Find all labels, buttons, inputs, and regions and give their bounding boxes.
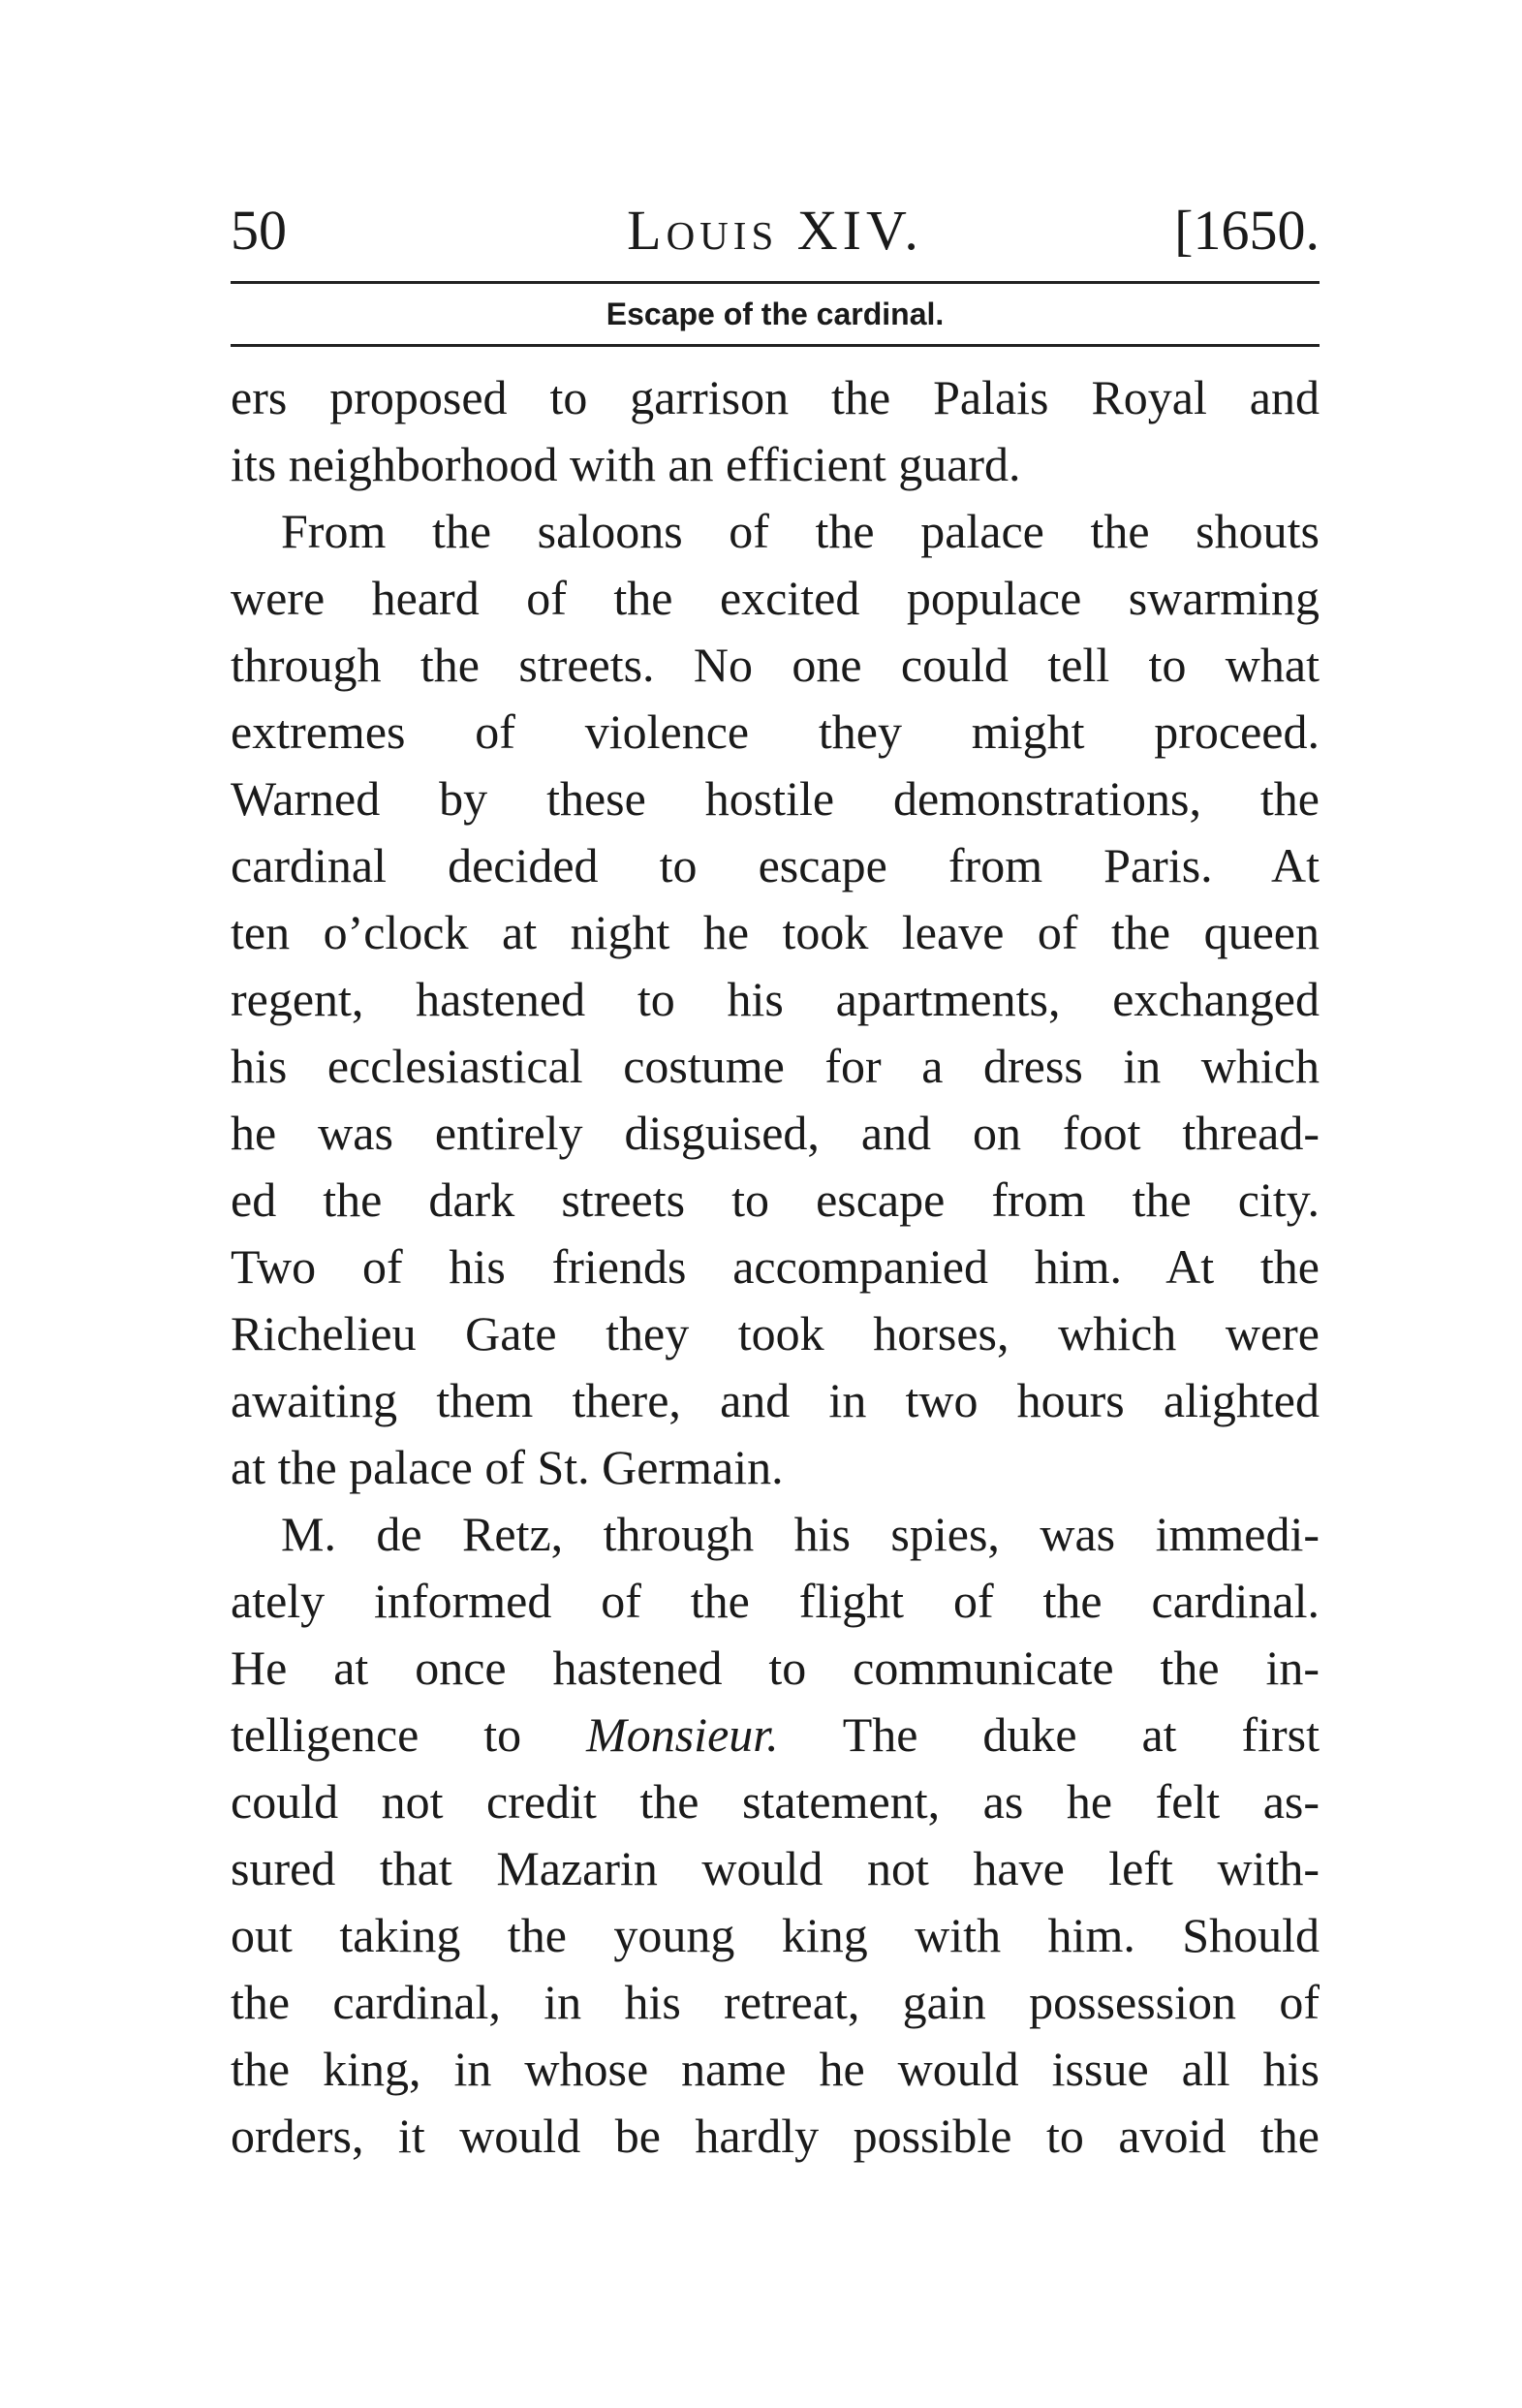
text-line: regent, hastened to his apartments, exchanged	[231, 972, 1320, 1026]
text-line: through the streets. No one could tell to what	[231, 638, 1320, 692]
text-line-with-emphasis	[231, 1702, 1320, 1768]
year-marker: [1650.	[1174, 199, 1320, 262]
text-line: From the saloons of the palace the shouts	[281, 504, 1320, 558]
book-page	[231, 0, 1320, 2408]
text-line: awaiting them there, and in two hours alighted	[231, 1373, 1320, 1427]
text-line: Two of his friends accompanied him. At the	[231, 1239, 1320, 1294]
header-rule-bottom	[231, 344, 1320, 347]
text-line: ately informed of the flight of the cardinal.	[231, 1574, 1320, 1628]
page-number: 50	[231, 199, 287, 262]
text-line: ten o’clock at night he took leave of the queen	[231, 905, 1320, 959]
book-title: Louis XIV.	[627, 199, 923, 262]
text-line: could not credit the statement, as he felt as-	[231, 1774, 1320, 1829]
text-line: Richelieu Gate they took horses, which were	[231, 1306, 1320, 1360]
header-rule-top	[231, 281, 1320, 284]
text-line: orders, it would be hardly possible to avoid the	[231, 2109, 1320, 2163]
text-line: he was entirely disguised, and on foot thread-	[231, 1106, 1320, 1160]
text-line: He at once hastened to communicate the in-	[231, 1641, 1320, 1695]
text-line: at the palace of St. Germain.	[231, 1440, 784, 1494]
text-line: the cardinal, in his retreat, gain possession of	[231, 1975, 1320, 2029]
text-segment: The duke at first	[842, 1707, 1320, 1762]
text-line: Warned by these hostile demonstrations, the	[231, 771, 1320, 826]
text-line: extremes of violence they might proceed.	[231, 704, 1320, 759]
text-line: were heard of the excited populace swarming	[231, 571, 1320, 625]
text-line: ed the dark streets to escape from the city.	[231, 1173, 1320, 1227]
text-line: sured that Mazarin would not have left with-	[231, 1841, 1320, 1895]
emphasized-word: Monsieur.	[586, 1707, 779, 1762]
section-heading: Escape of the cardinal.	[606, 297, 945, 331]
running-header	[231, 190, 1320, 271]
text-line: its neighborhood with an efficient guard.	[231, 437, 1021, 491]
text-line: out taking the young king with him. Should	[231, 1908, 1320, 1962]
text-segment: telligence to	[231, 1707, 522, 1762]
body-text	[231, 364, 1320, 2170]
text-line: his ecclesiastical costume for a dress in which	[231, 1039, 1320, 1093]
text-line: the king, in whose name he would issue all his	[231, 2042, 1320, 2096]
text-line: ers proposed to garrison the Palais Royal and	[231, 370, 1320, 424]
text-line: M. de Retz, through his spies, was immedi-	[281, 1507, 1320, 1561]
text-line: cardinal decided to escape from Paris. At	[231, 838, 1320, 892]
